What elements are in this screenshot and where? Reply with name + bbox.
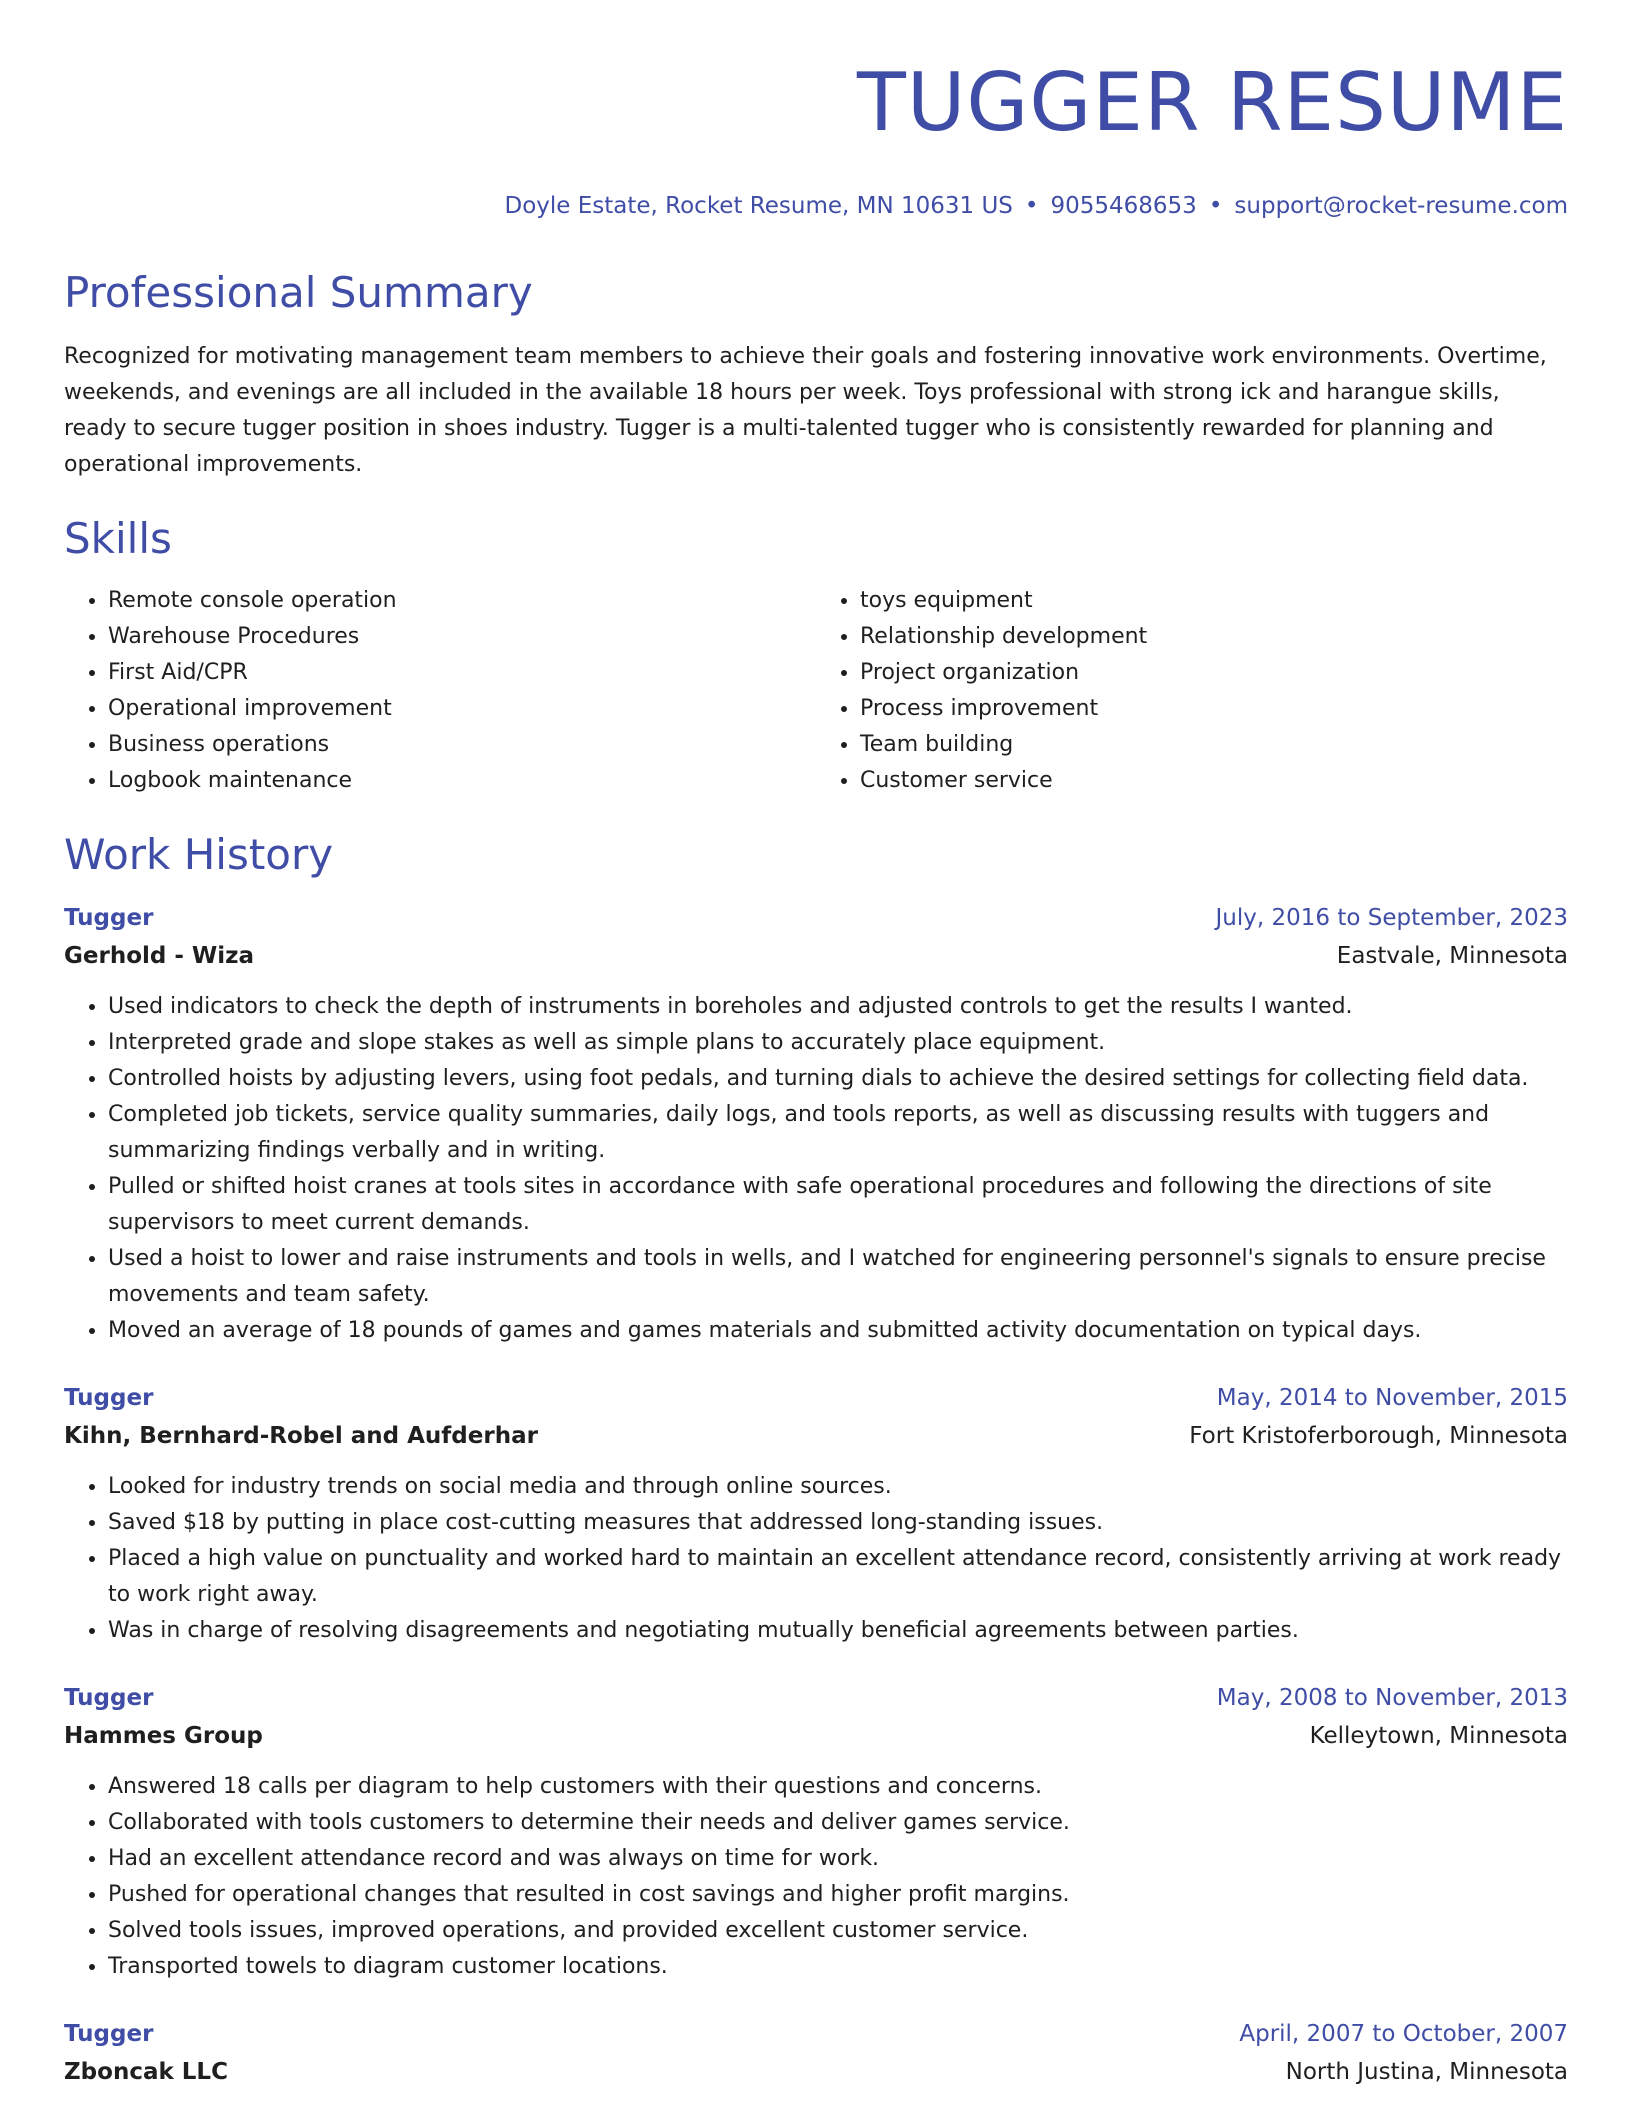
job-title: Tugger <box>64 2021 154 2047</box>
job-bullet: • Transported towels to diagram customer locations. <box>108 1949 1568 1985</box>
job-bullet: • Placed a high value on punctuality and worked hard to maintain an excellent attendance record, consistently arriving at work ready to work right away. <box>108 1541 1568 1613</box>
job-bullet: • Was in charge of resolving disagreements and negotiating mutually beneficial agreements between parties. <box>108 1613 1568 1649</box>
job-dates: May, 2014 to November, 2015 <box>1216 1385 1568 1411</box>
job-bullet: • Collaborated with tools customers to determine their needs and deliver games service. <box>108 1805 1568 1841</box>
job-bullets <box>64 1469 1568 1649</box>
job-bullet: • Looked for industry trends on social media and through online sources. <box>108 1469 1568 1505</box>
job-company-row <box>64 1717 1568 1755</box>
work-history-section <box>64 829 1568 2091</box>
job-bullet: • Moved an average of 18 pounds of games and games materials and submitted activity documentation on typical days. <box>108 1313 1568 1349</box>
job-entry <box>64 2015 1568 2091</box>
job-bullet: • Saved $18 by putting in place cost-cutting measures that addressed long-standing issues. <box>108 1505 1568 1541</box>
section-title-work-history: Work History <box>64 830 334 879</box>
job-title: Tugger <box>64 1385 154 1411</box>
skills-list-left <box>64 583 816 799</box>
job-bullet: • Had an excellent attendance record and was always on time for work. <box>108 1841 1568 1877</box>
skills-list-right <box>816 583 1568 799</box>
section-title-skills: Skills <box>64 514 172 563</box>
skill-item: • Business operations <box>108 727 816 763</box>
skill-item: • Team building <box>860 727 1568 763</box>
job-location: Fort Kristoferborough, Minnesota <box>1189 1423 1568 1449</box>
skill-item: • Process improvement <box>860 691 1568 727</box>
job-company: Zboncak LLC <box>64 2059 228 2085</box>
skill-item: • Remote console operation <box>108 583 816 619</box>
job-bullet: • Interpreted grade and slope stakes as well as simple plans to accurately place equipment. <box>108 1025 1568 1061</box>
job-bullet: • Solved tools issues, improved operations, and provided excellent customer service. <box>108 1913 1568 1949</box>
job-entry <box>64 899 1568 1349</box>
skill-item: • Customer service <box>860 763 1568 799</box>
skill-item: • Logbook maintenance <box>108 763 816 799</box>
job-bullets <box>64 1769 1568 1985</box>
job-dates: July, 2016 to September, 2023 <box>1215 905 1568 931</box>
skill-item: • toys equipment <box>860 583 1568 619</box>
job-title: Tugger <box>64 905 154 931</box>
job-title-row <box>64 1379 1568 1417</box>
job-bullet: • Controlled hoists by adjusting levers, using foot pedals, and turning dials to achieve the desired settings for collecting field data. <box>108 1061 1568 1097</box>
job-location: North Justina, Minnesota <box>1285 2059 1568 2085</box>
jobs-list <box>64 899 1568 2091</box>
summary-text: Recognized for motivating management team members to achieve their goals and fostering innovative work environments. Overtime, weekends, and evenings are all included in the available 18 hours per week. Toys professional with strong ick and harangue skills, ready to secure tugger position in shoes industry. Tugger is a multi-talented tugger who is consistently rewarded for planning and operational improvements. <box>64 344 1547 477</box>
section-title-summary: Professional Summary <box>64 268 533 317</box>
summary-section <box>64 267 1568 483</box>
job-bullet: • Completed job tickets, service quality summaries, daily logs, and tools reports, as well as discussing results with tuggers and summarizing findings verbally and in writing. <box>108 1097 1568 1169</box>
skill-item: • Project organization <box>860 655 1568 691</box>
job-title-row <box>64 899 1568 937</box>
skills-columns <box>64 583 1568 799</box>
phone-text: 9055468653 <box>1050 193 1197 219</box>
job-bullets <box>64 989 1568 1349</box>
job-location: Kelleytown, Minnesota <box>1309 1723 1568 1749</box>
job-company-row <box>64 1417 1568 1455</box>
job-entry <box>64 1679 1568 1985</box>
address-text: Doyle Estate, Rocket Resume, MN 10631 US <box>504 193 1013 219</box>
email-text: support@rocket-resume.com <box>1234 193 1568 219</box>
job-company: Hammes Group <box>64 1723 263 1749</box>
job-company: Kihn, Bernhard-Robel and Aufderhar <box>64 1423 538 1449</box>
job-company-row <box>64 2053 1568 2091</box>
job-company: Gerhold - Wiza <box>64 943 255 969</box>
job-title-row <box>64 2015 1568 2053</box>
job-entry <box>64 1379 1568 1649</box>
separator-dot: • <box>1024 193 1039 219</box>
job-bullet: • Answered 18 calls per diagram to help customers with their questions and concerns. <box>108 1769 1568 1805</box>
resume-name: TUGGER RESUME <box>856 56 1568 149</box>
job-location: Eastvale, Minnesota <box>1336 943 1568 969</box>
separator-dot: • <box>1208 193 1223 219</box>
job-dates: April, 2007 to October, 2007 <box>1239 2021 1568 2047</box>
job-title: Tugger <box>64 1685 154 1711</box>
job-bullet: • Used indicators to check the depth of instruments in boreholes and adjusted controls to get the results I wanted. <box>108 989 1568 1025</box>
job-dates: May, 2008 to November, 2013 <box>1216 1685 1568 1711</box>
job-title-row <box>64 1679 1568 1717</box>
job-bullet: • Pushed for operational changes that resulted in cost savings and higher profit margins. <box>108 1877 1568 1913</box>
skill-item: • Relationship development <box>860 619 1568 655</box>
job-company-row <box>64 937 1568 975</box>
skill-item: • Warehouse Procedures <box>108 619 816 655</box>
skills-section <box>64 513 1568 799</box>
job-bullet: • Pulled or shifted hoist cranes at tools sites in accordance with safe operational procedures and following the directions of site supervisors to meet current demands. <box>108 1169 1568 1241</box>
skill-item: • Operational improvement <box>108 691 816 727</box>
contact-line <box>64 191 1568 221</box>
job-bullet: • Used a hoist to lower and raise instruments and tools in wells, and I watched for engineering personnel's signals to ensure precise movements and team safety. <box>108 1241 1568 1313</box>
skill-item: • First Aid/CPR <box>108 655 816 691</box>
